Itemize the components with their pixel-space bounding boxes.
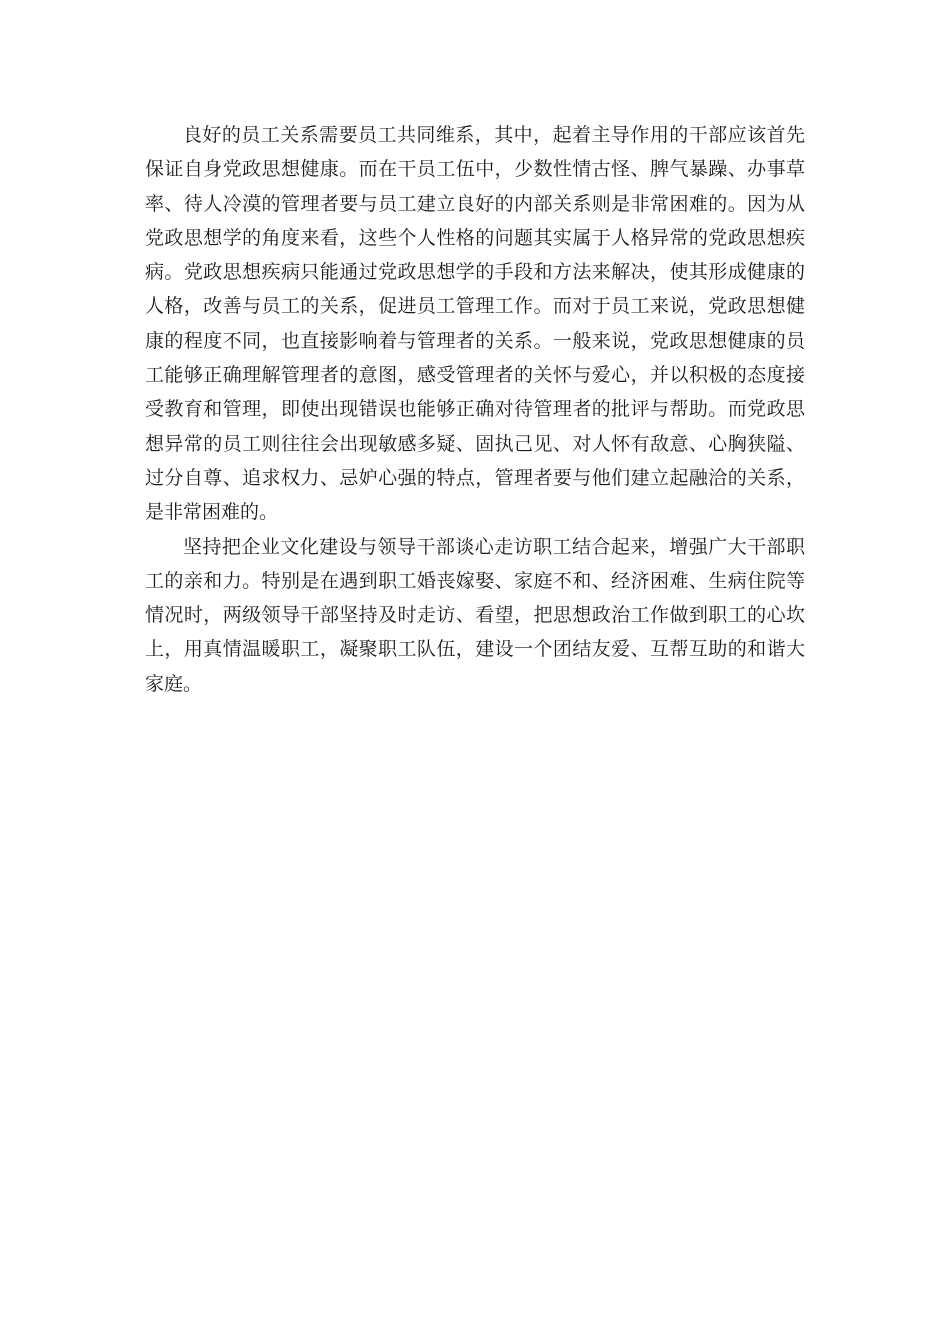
paragraph-employee-relations: 良好的员工关系需要员工共同维系，其中，起着主导作用的干部应该首先保证自身党政思想健康。而在干员工伍中，少数性情古怪、脾气暴躁、办事草率、待人冷漠的管理者要与员工建立良好的内部关系则是非常困难的。因为从党政思想学的角度来看，这些个人性格的问题其实属于人格异常的党政思想疾病。党政思想疾病只能通过党政思想学的手段和方法来解决，使其形成健康的人格，改善与员工的关系，促进员工管理工作。而对于员工来说，党政思想健康的程度不同，也直接影响着与管理者的关系。一般来说，党政思想健康的员工能够正确理解管理者的意图，感受管理者的关怀与爱心，并以积极的态度接受教育和管理，即使出现错误也能够正确对待管理者的批评与帮助。而党政思想异常的员工则往往会出现敏感多疑、固执己见、对人怀有敌意、心胸狭隘、过分自尊、追求权力、忌妒心强的特点，管理者要与他们建立起融洽的关系，是非常困难的。 [145,124,805,524]
document-body [145,118,805,701]
paragraph-corporate-culture: 坚持把企业文化建设与领导干部谈心走访职工结合起来，增强广大干部职工的亲和力。特别是在遇到职工婚丧嫁娶、家庭不和、经济困难、生病住院等情况时，两级领导干部坚持及时走访、看望，把思想政治工作做到职工的心坎上，用真情温暖职工，凝聚职工队伍，建设一个团结友爱、互帮互助的和谐大家庭。 [145,535,805,695]
